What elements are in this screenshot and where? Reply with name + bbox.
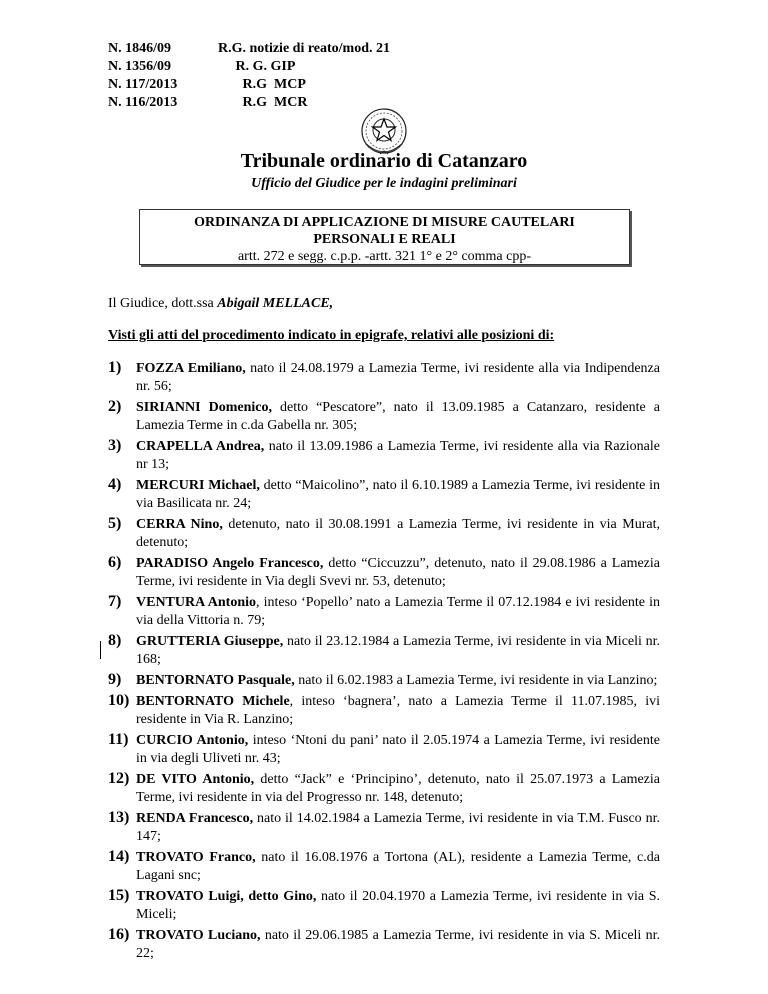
person-details: detto “Maicolino”, nato il 6.10.1989 a Lamezia Terme, ivi residente in via Basilicata nr. 24; bbox=[136, 478, 660, 511]
person-details: detto “Ciccuzzu”, detenuto, nato il 29.08.1986 a Lamezia Terme, ivi residente in Via degli Svevi nr. 53, detenuto; bbox=[136, 556, 660, 589]
item-number: 7) bbox=[108, 593, 122, 610]
person-details: inteso ‘Ntoni du pani’ nato il 2.05.1974 a Lamezia Terme, ivi residente in via degli Uliveti nr. 43; bbox=[136, 733, 660, 766]
person-details: detto “Pescatore”, nato il 13.09.1985 a Catanzaro, residente a Lamezia Terme in c.da Gabella nr. 305; bbox=[136, 400, 661, 433]
item-number: 12) bbox=[108, 770, 130, 787]
person-name: BENTORNATO Michele bbox=[136, 694, 290, 709]
revision-bar bbox=[100, 641, 101, 659]
judge-line bbox=[108, 296, 333, 312]
list-item bbox=[108, 516, 660, 552]
registry-number: N. 1846/09 bbox=[108, 41, 171, 56]
registry-number: N. 1356/09 bbox=[108, 59, 171, 74]
registry-number: N. 116/2013 bbox=[108, 95, 178, 110]
ordinance-title-line: ORDINANZA DI APPLICAZIONE DI MISURE CAUTELARI bbox=[194, 215, 575, 230]
list-item bbox=[108, 633, 660, 669]
list-item bbox=[108, 888, 660, 924]
list-item bbox=[108, 594, 660, 630]
list-item bbox=[108, 693, 660, 729]
registry-row bbox=[108, 76, 390, 94]
office-subtitle: Ufficio del Giudice per le indagini preliminari bbox=[251, 176, 517, 191]
ordinance-title-box bbox=[139, 209, 630, 265]
list-item bbox=[108, 555, 660, 591]
person-name: FOZZA Emiliano, bbox=[136, 361, 246, 376]
court-title: Tribunale ordinario di Catanzaro bbox=[240, 150, 528, 172]
list-item bbox=[108, 438, 660, 474]
person-name: CURCIO Antonio, bbox=[136, 733, 249, 748]
persons-list bbox=[108, 360, 660, 966]
item-number: 3) bbox=[108, 437, 122, 454]
item-number: 6) bbox=[108, 554, 122, 571]
judge-prefix: Il Giudice, dott.ssa bbox=[108, 296, 218, 311]
list-item bbox=[108, 360, 660, 396]
item-number: 1) bbox=[108, 359, 122, 376]
ordinance-title-line: PERSONALI E REALI bbox=[313, 232, 456, 247]
person-name: MERCURI Michael, bbox=[136, 478, 260, 493]
item-number: 9) bbox=[108, 671, 122, 688]
person-name: GRUTTERIA Giuseppe, bbox=[136, 634, 284, 649]
person-name: RENDA Francesco, bbox=[136, 811, 254, 826]
item-number: 15) bbox=[108, 887, 130, 904]
ordinance-articles: artt. 272 e segg. c.p.p. -artt. 321 1° e 2° comma cpp- bbox=[237, 249, 532, 264]
person-name: SIRIANNI Domenico, bbox=[136, 400, 272, 415]
list-item bbox=[108, 927, 660, 963]
person-name: DE VITO Antonio, bbox=[136, 772, 255, 787]
registry-number: N. 117/2013 bbox=[108, 77, 178, 92]
registry-type: R.G MCP bbox=[218, 77, 306, 92]
item-number: 13) bbox=[108, 809, 130, 826]
item-number: 8) bbox=[108, 632, 122, 649]
list-item bbox=[108, 810, 660, 846]
person-details: detto “Jack” e ‘Principino’, detenuto, nato il 25.07.1973 a Lamezia Terme, ivi residente in via del Progresso nr. 148, detenuto; bbox=[136, 772, 660, 805]
registry-row bbox=[108, 40, 390, 58]
list-item bbox=[108, 399, 660, 435]
list-item bbox=[108, 732, 660, 768]
person-name: VENTURA Antonio bbox=[136, 595, 256, 610]
list-item bbox=[108, 849, 660, 885]
list-item bbox=[108, 672, 660, 690]
person-details: , inteso ‘Popello’ nato a Lamezia Terme il 07.12.1984 e ivi residente in via della Vittoria n. 79; bbox=[136, 595, 660, 628]
registry-type: R. G. GIP bbox=[218, 59, 296, 74]
registry-row bbox=[108, 94, 390, 112]
visti-heading: Visti gli atti del procedimento indicato in epigrafe, relativi alle posizioni di: bbox=[108, 328, 555, 343]
person-name: BENTORNATO Pasquale, bbox=[136, 673, 295, 688]
item-number: 10) bbox=[108, 692, 130, 709]
registry-row bbox=[108, 58, 390, 76]
person-details: nato il 29.06.1985 a Lamezia Terme, ivi residente in via S. Miceli nr. 22; bbox=[136, 928, 661, 961]
person-name: CRAPELLA Andrea, bbox=[136, 439, 265, 454]
person-details: nato il 24.08.1979 a Lamezia Terme, ivi residente alla via Indipendenza nr. 56; bbox=[136, 361, 660, 394]
person-name: TROVATO Luciano, bbox=[136, 928, 261, 943]
registry-type: R.G MCR bbox=[218, 95, 308, 110]
person-details: , inteso ‘bagnera’, nato a Lamezia Terme il 11.07.1985, ivi residente in Via R. Lanzino; bbox=[136, 694, 660, 727]
item-number: 2) bbox=[108, 398, 122, 415]
list-item bbox=[108, 771, 660, 807]
item-number: 11) bbox=[108, 731, 129, 748]
person-details: nato il 16.08.1976 a Tortona (AL), residente a Lamezia Terme, c.da Lagani snc; bbox=[136, 850, 660, 883]
list-item bbox=[108, 477, 660, 513]
person-name: PARADISO Angelo Francesco, bbox=[136, 556, 324, 571]
item-number: 4) bbox=[108, 476, 122, 493]
person-name: CERRA Nino, bbox=[136, 517, 223, 532]
person-details: nato il 14.02.1984 a Lamezia Terme, ivi residente in via T.M. Fusco nr. 147; bbox=[136, 811, 660, 844]
item-number: 5) bbox=[108, 515, 122, 532]
person-name: TROVATO Franco, bbox=[136, 850, 256, 865]
person-details: nato il 23.12.1984 a Lamezia Terme, ivi residente in via Miceli nr. 168; bbox=[136, 634, 660, 667]
item-number: 14) bbox=[108, 848, 130, 865]
person-details: nato il 20.04.1970 a Lamezia Terme, ivi residente in via S. Miceli; bbox=[136, 889, 660, 922]
person-details: nato il 6.02.1983 a Lamezia Terme, ivi residente in via Lanzino; bbox=[294, 673, 658, 688]
judge-name: Abigail MELLACE, bbox=[217, 296, 334, 311]
registry-header bbox=[108, 40, 390, 112]
person-details: nato il 13.09.1986 a Lamezia Terme, ivi residente alla via Razionale nr 13; bbox=[136, 439, 660, 472]
item-number: 16) bbox=[108, 926, 130, 943]
registry-type: R.G. notizie di reato/mod. 21 bbox=[218, 41, 391, 56]
person-name: TROVATO Luigi, detto Gino, bbox=[136, 889, 317, 904]
person-details: detenuto, nato il 30.08.1991 a Lamezia Terme, ivi residente in via Murat, detenuto; bbox=[136, 517, 660, 550]
